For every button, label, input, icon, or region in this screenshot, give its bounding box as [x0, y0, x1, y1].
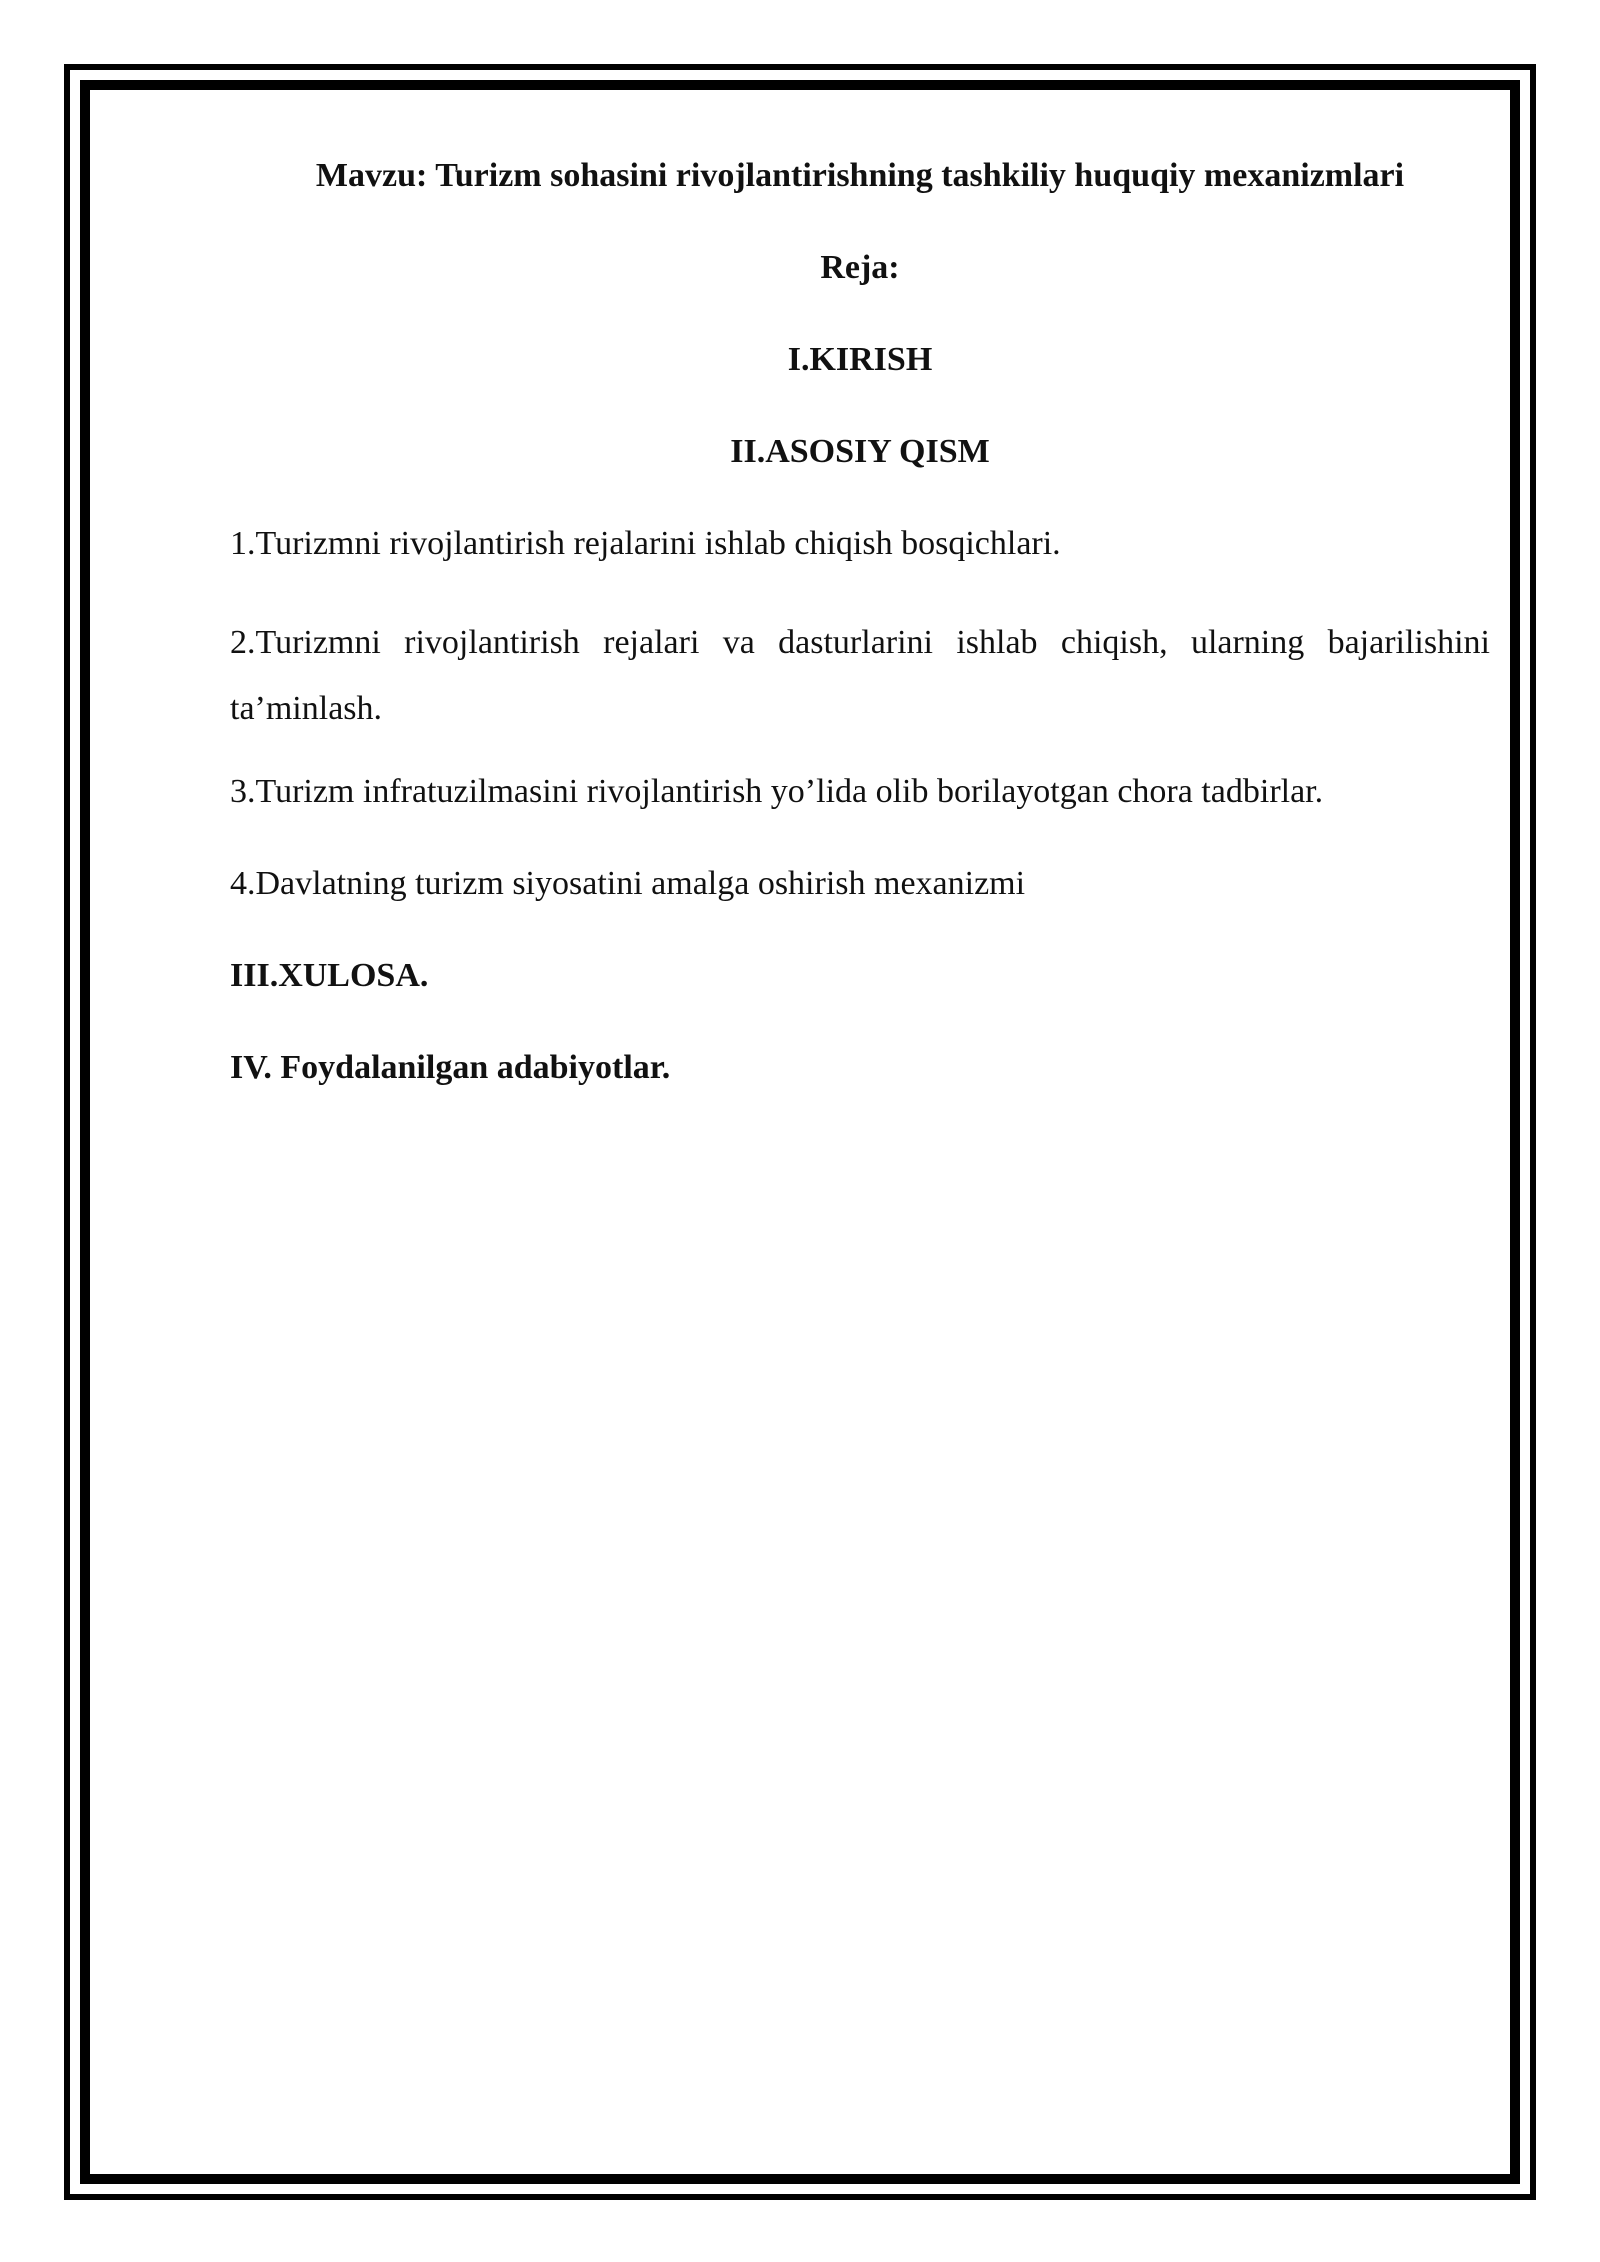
- plan-item-4: 4.Davlatning turizm siyosatini amalga oshirish mexanizmi: [230, 865, 1026, 902]
- plan-label: Reja:: [820, 249, 900, 286]
- plan-item-1: 1.Turizmni rivojlantirish rejalarini ishlab chiqish bosqichlari.: [230, 525, 1061, 562]
- section-references: IV. Foydalanilgan adabiyotlar.: [230, 1049, 671, 1086]
- plan-item-2: 2.Turizmni rivojlantirish rejalari va dasturlarini ishlab chiqish, ularning bajarilishini ta’minlash.: [230, 624, 1490, 727]
- section-main: II.ASOSIY QISM: [730, 433, 990, 470]
- document-title: Mavzu: Turizm sohasini rivojlantirishning tashkiliy huquqiy mexanizmlari: [315, 157, 1405, 194]
- plan-item-3: 3.Turizm infratuzilmasini rivojlantirish yo’lida olib borilayotgan chora tadbirlar.: [230, 773, 1324, 810]
- section-conclusion: III.XULOSA.: [230, 957, 429, 994]
- document-content: [230, 150, 1490, 1134]
- section-intro: I.KIRISH: [787, 341, 933, 378]
